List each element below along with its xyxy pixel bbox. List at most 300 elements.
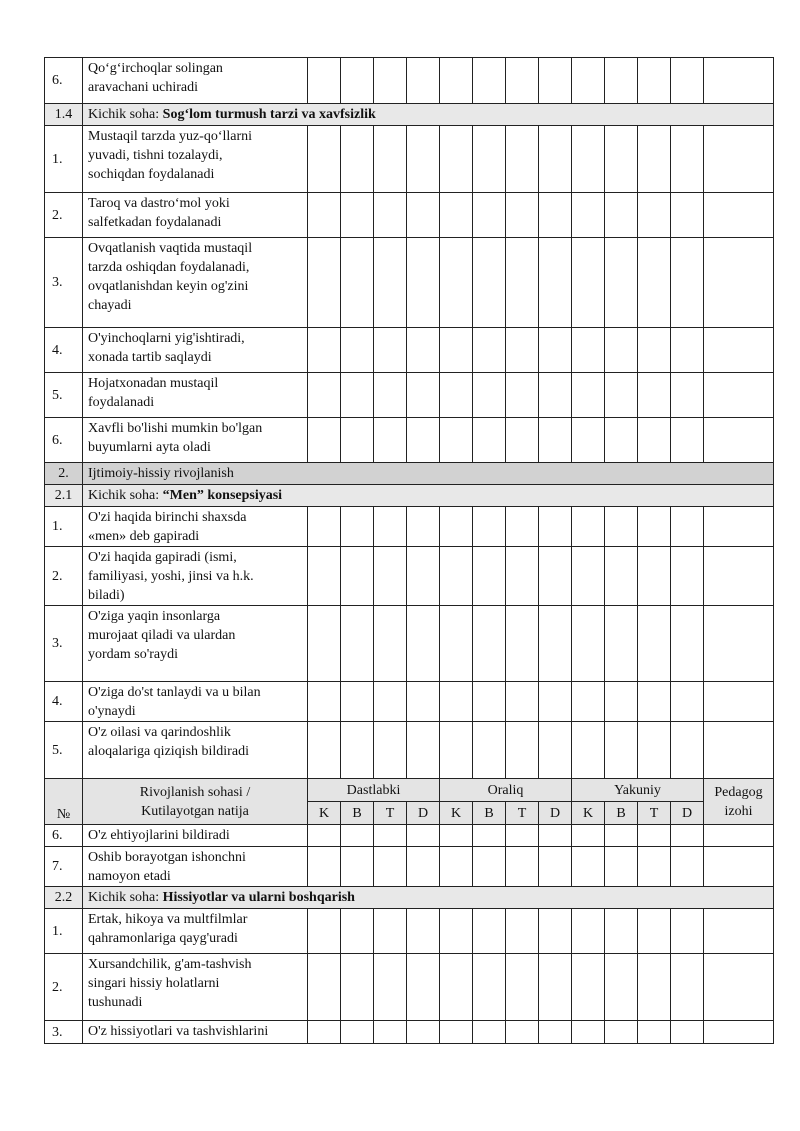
assessment-cell[interactable] [506,909,539,954]
assessment-cell[interactable] [374,954,407,1021]
outcome-text [83,825,308,847]
assessment-cell[interactable] [638,328,671,373]
header-note-line: Pedagog [714,784,763,800]
header-title-line: Rivojlanish sohasi / [139,784,251,800]
header-period: Oraliq [440,779,572,802]
subdomain-name: Sog‘lom turmush tarzi va xavfsizlik [162,107,376,122]
assessment-cell[interactable] [308,682,341,722]
assessment-cell[interactable] [605,418,638,463]
assessment-cell[interactable] [407,682,440,722]
note-cell[interactable] [704,126,774,193]
assessment-cell[interactable] [638,606,671,682]
table-row [45,825,774,847]
assessment-cell[interactable] [572,954,605,1021]
assessment-cell[interactable] [539,126,572,193]
outcome-line: «men» deb gapiradi [88,529,200,544]
row-number: 4. [45,682,83,722]
assessment-cell[interactable] [473,722,506,779]
assessment-cell[interactable] [638,373,671,418]
note-cell[interactable] [704,606,774,682]
assessment-cell[interactable] [605,682,638,722]
outcome-text [83,1021,308,1044]
assessment-cell[interactable] [638,1021,671,1044]
outcome-line: o'ynaydi [88,704,136,719]
assessment-cell[interactable] [440,328,473,373]
outcome-line: familiyasi, yoshi, jinsi va h.k. [88,569,254,584]
assessment-cell[interactable] [572,682,605,722]
assessment-cell[interactable] [506,418,539,463]
assessment-cell[interactable] [374,606,407,682]
assessment-cell[interactable] [407,547,440,606]
row-number: 3. [45,606,83,682]
table-row [45,328,774,373]
assessment-cell[interactable] [638,847,671,887]
note-cell[interactable] [704,682,774,722]
assessment-cell[interactable] [506,1021,539,1044]
assessment-cell[interactable] [374,328,407,373]
assessment-cell[interactable] [638,909,671,954]
assessment-cell[interactable] [374,825,407,847]
assessment-cell[interactable] [638,238,671,328]
assessment-cell[interactable] [671,418,704,463]
assessment-cell[interactable] [671,682,704,722]
assessment-cell[interactable] [572,418,605,463]
assessment-cell[interactable] [671,507,704,547]
assessment-cell[interactable] [407,825,440,847]
assessment-cell[interactable] [506,193,539,238]
row-number: 6. [45,825,83,847]
assessment-cell[interactable] [605,126,638,193]
outcome-text [83,547,308,606]
assessment-cell[interactable] [473,1021,506,1044]
assessment-cell[interactable] [308,238,341,328]
assessment-cell[interactable] [374,909,407,954]
assessment-cell[interactable] [572,606,605,682]
assessment-cell[interactable] [440,954,473,1021]
assessment-cell[interactable] [539,238,572,328]
assessment-cell[interactable] [407,328,440,373]
assessment-cell[interactable] [341,193,374,238]
assessment-cell[interactable] [374,722,407,779]
assessment-cell[interactable] [440,722,473,779]
assessment-cell[interactable] [572,58,605,104]
assessment-cell[interactable] [539,954,572,1021]
note-cell[interactable] [704,58,774,104]
note-cell[interactable] [704,847,774,887]
assessment-cell[interactable] [539,507,572,547]
assessment-cell[interactable] [473,193,506,238]
assessment-cell[interactable] [605,909,638,954]
subdomain-number: 2.1 [45,485,83,507]
row-number: 4. [45,328,83,373]
assessment-cell[interactable] [572,547,605,606]
outcome-line: tushunadi [88,995,143,1010]
assessment-cell[interactable] [473,606,506,682]
assessment-cell[interactable] [374,238,407,328]
assessment-cell[interactable] [539,682,572,722]
assessment-cell[interactable] [572,847,605,887]
assessment-cell[interactable] [341,606,374,682]
subdomain-name: “Men” konsepsiyasi [162,488,283,503]
assessment-cell[interactable] [671,909,704,954]
assessment-cell[interactable] [308,373,341,418]
subdomain-row [45,887,774,909]
assessment-cell[interactable] [539,1021,572,1044]
assessment-cell[interactable] [341,373,374,418]
assessment-cell[interactable] [308,547,341,606]
assessment-cell[interactable] [638,547,671,606]
assessment-cell[interactable] [572,909,605,954]
assessment-cell[interactable] [374,193,407,238]
assessment-cell[interactable] [605,373,638,418]
assessment-cell[interactable] [473,825,506,847]
outcome-line: namoyon etadi [88,869,171,884]
row-number: 2. [45,547,83,606]
outcome-line: aloqalariga qiziqish bildiradi [88,744,249,759]
header-period: Dastlabki [308,779,440,802]
outcome-line: murojaat qiladi va ulardan [88,628,236,643]
assessment-cell[interactable] [539,547,572,606]
assessment-cell[interactable] [473,373,506,418]
outcome-line: O'z oilasi va qarindoshlik [88,725,231,740]
assessment-cell[interactable] [308,909,341,954]
assessment-cell[interactable] [440,193,473,238]
assessment-cell[interactable] [407,126,440,193]
assessment-cell[interactable] [407,418,440,463]
assessment-cell[interactable] [506,682,539,722]
assessment-cell[interactable] [572,722,605,779]
assessment-cell[interactable] [506,373,539,418]
assessment-cell[interactable] [374,58,407,104]
assessment-cell[interactable] [440,507,473,547]
assessment-cell[interactable] [605,547,638,606]
assessment-cell[interactable] [473,58,506,104]
assessment-cell[interactable] [407,507,440,547]
assessment-cell[interactable] [407,193,440,238]
assessment-cell[interactable] [440,606,473,682]
assessment-cell[interactable] [473,682,506,722]
note-cell[interactable] [704,1021,774,1044]
outcome-line: O'z hissiyotlari va tashvishlarini [88,1024,269,1039]
assessment-cell[interactable] [341,547,374,606]
assessment-cell[interactable] [638,722,671,779]
assessment-cell[interactable] [539,418,572,463]
subdomain-prefix: Kichik soha: [88,890,163,905]
row-number: 3. [45,1021,83,1044]
assessment-cell[interactable] [473,328,506,373]
assessment-cell[interactable] [539,825,572,847]
assessment-cell[interactable] [308,126,341,193]
header-level: K [440,802,473,825]
outcome-line: sochiqdan foydalanadi [88,167,215,182]
table-row [45,722,774,779]
header-title-line: Kutilayotgan natija [141,803,249,819]
assessment-cell[interactable] [473,847,506,887]
note-cell[interactable] [704,954,774,1021]
note-cell[interactable] [704,193,774,238]
assessment-cell[interactable] [341,954,374,1021]
assessment-cell[interactable] [605,507,638,547]
assessment-cell[interactable] [506,547,539,606]
assessment-cell[interactable] [407,238,440,328]
assessment-cell[interactable] [341,328,374,373]
assessment-cell[interactable] [308,1021,341,1044]
assessment-cell[interactable] [671,373,704,418]
subdomain-row [45,485,774,507]
header-level: T [638,802,671,825]
assessment-cell[interactable] [539,722,572,779]
assessment-cell[interactable] [407,1021,440,1044]
assessment-cell[interactable] [374,847,407,887]
assessment-cell[interactable] [605,825,638,847]
assessment-cell[interactable] [341,126,374,193]
section-title: Ijtimoiy-hissiy rivojlanish [83,463,774,485]
note-cell[interactable] [704,373,774,418]
note-cell[interactable] [704,547,774,606]
header-level: K [308,802,341,825]
assessment-cell[interactable] [605,328,638,373]
assessment-cell[interactable] [506,825,539,847]
assessment-cell[interactable] [572,825,605,847]
assessment-cell[interactable] [671,126,704,193]
assessment-cell[interactable] [539,193,572,238]
header-level: T [374,802,407,825]
assessment-cell[interactable] [308,847,341,887]
outcome-text [83,722,308,779]
assessment-cell[interactable] [671,547,704,606]
outcome-line: buyumlarni ayta oladi [88,440,211,455]
assessment-cell[interactable] [440,682,473,722]
assessment-cell[interactable] [473,418,506,463]
assessment-cell[interactable] [506,328,539,373]
assessment-cell[interactable] [308,954,341,1021]
outcome-text [83,606,308,682]
assessment-cell[interactable] [308,58,341,104]
assessment-cell[interactable] [506,238,539,328]
outcome-line: ovqatlanishdan keyin og'zini [88,279,249,294]
assessment-cell[interactable] [473,126,506,193]
row-number: 1. [45,507,83,547]
assessment-cell[interactable] [440,825,473,847]
assessment-cell[interactable] [671,193,704,238]
note-cell[interactable] [704,825,774,847]
assessment-cell[interactable] [539,58,572,104]
assessment-cell[interactable] [671,238,704,328]
assessment-cell[interactable] [671,328,704,373]
assessment-cell[interactable] [539,328,572,373]
table-row [45,1021,774,1044]
assessment-cell[interactable] [671,606,704,682]
assessment-cell[interactable] [572,507,605,547]
assessment-cell[interactable] [440,58,473,104]
assessment-cell[interactable] [407,58,440,104]
assessment-cell[interactable] [440,847,473,887]
assessment-cell[interactable] [341,507,374,547]
outcome-line: aravachani uchiradi [88,80,198,95]
assessment-cell[interactable] [374,682,407,722]
header-level: D [671,802,704,825]
section-number: 2. [45,463,83,485]
assessment-cell[interactable] [341,825,374,847]
assessment-cell[interactable] [671,1021,704,1044]
assessment-cell[interactable] [374,373,407,418]
assessment-cell[interactable] [341,418,374,463]
assessment-cell[interactable] [308,193,341,238]
assessment-cell[interactable] [638,682,671,722]
subdomain-title [83,887,774,909]
row-number: 5. [45,722,83,779]
outcome-line: O'z ehtiyojlarini bildiradi [88,828,230,843]
outcome-line: Ertak, hikoya va multfilmlar [88,912,248,927]
assessment-cell[interactable] [572,126,605,193]
assessment-cell[interactable] [341,238,374,328]
assessment-cell[interactable] [374,1021,407,1044]
outcome-line: salfetkadan foydalanadi [88,215,222,230]
row-number: 2. [45,954,83,1021]
assessment-cell[interactable] [539,373,572,418]
assessment-cell[interactable] [539,909,572,954]
assessment-cell[interactable] [506,126,539,193]
outcome-line: yuvadi, tishni tozalaydi, [88,148,223,163]
assessment-cell[interactable] [506,58,539,104]
assessment-cell[interactable] [440,1021,473,1044]
note-cell[interactable] [704,722,774,779]
assessment-cell[interactable] [638,418,671,463]
assessment-cell[interactable] [440,547,473,606]
outcome-line: Xavfli bo'lishi mumkin bo'lgan [88,421,263,436]
assessment-cell[interactable] [341,58,374,104]
assessment-cell[interactable] [605,722,638,779]
assessment-cell[interactable] [308,418,341,463]
assessment-cell[interactable] [407,373,440,418]
assessment-cell[interactable] [473,954,506,1021]
assessment-cell[interactable] [341,909,374,954]
note-cell[interactable] [704,328,774,373]
assessment-cell[interactable] [605,1021,638,1044]
assessment-cell[interactable] [341,847,374,887]
outcome-text [83,373,308,418]
assessment-cell[interactable] [407,722,440,779]
outcome-text [83,418,308,463]
outcome-text [83,847,308,887]
assessment-cell[interactable] [308,606,341,682]
assessment-cell[interactable] [638,507,671,547]
assessment-cell[interactable] [440,238,473,328]
assessment-cell[interactable] [506,722,539,779]
table-row [45,507,774,547]
outcome-line: qahramonlariga qayg'uradi [88,931,238,946]
assessment-cell[interactable] [440,418,473,463]
assessment-table [44,57,774,1044]
assessment-cell[interactable] [506,507,539,547]
assessment-cell[interactable] [341,1021,374,1044]
assessment-cell[interactable] [671,954,704,1021]
assessment-cell[interactable] [407,847,440,887]
assessment-cell[interactable] [374,507,407,547]
outcome-text [83,238,308,328]
assessment-cell[interactable] [605,193,638,238]
table-row [45,373,774,418]
outcome-line: O'ziga yaqin insonlarga [88,609,221,624]
note-cell[interactable] [704,909,774,954]
assessment-cell[interactable] [671,722,704,779]
outcome-line: Ovqatlanish vaqtida mustaqil [88,241,253,256]
assessment-cell[interactable] [440,909,473,954]
assessment-cell[interactable] [671,825,704,847]
assessment-cell[interactable] [605,954,638,1021]
assessment-cell[interactable] [506,954,539,1021]
assessment-cell[interactable] [407,909,440,954]
assessment-cell[interactable] [407,954,440,1021]
assessment-cell[interactable] [539,606,572,682]
outcome-line: tarzda oshiqdan foydalanadi, [88,260,250,275]
assessment-cell[interactable] [572,193,605,238]
assessment-cell[interactable] [341,682,374,722]
assessment-cell[interactable] [638,126,671,193]
assessment-cell[interactable] [308,722,341,779]
subdomain-number: 1.4 [45,104,83,126]
note-cell[interactable] [704,418,774,463]
assessment-cell[interactable] [506,606,539,682]
row-number: 7. [45,847,83,887]
assessment-cell[interactable] [308,328,341,373]
assessment-cell[interactable] [605,58,638,104]
assessment-cell[interactable] [440,126,473,193]
assessment-cell[interactable] [374,547,407,606]
assessment-cell[interactable] [605,606,638,682]
assessment-cell[interactable] [473,507,506,547]
assessment-cell[interactable] [638,58,671,104]
outcome-line: O'yinchoqlarni yig'ishtiradi, [88,331,245,346]
assessment-cell[interactable] [572,328,605,373]
assessment-cell[interactable] [671,847,704,887]
assessment-cell[interactable] [407,606,440,682]
assessment-cell[interactable] [572,1021,605,1044]
assessment-cell[interactable] [605,847,638,887]
row-number: 6. [45,58,83,104]
assessment-cell[interactable] [473,547,506,606]
outcome-line: foydalanadi [88,395,155,410]
assessment-cell[interactable] [671,58,704,104]
assessment-cell[interactable] [374,126,407,193]
assessment-cell[interactable] [341,722,374,779]
assessment-cell[interactable] [638,954,671,1021]
note-cell[interactable] [704,238,774,328]
subdomain-row [45,104,774,126]
assessment-cell[interactable] [473,909,506,954]
assessment-cell[interactable] [539,847,572,887]
assessment-cell[interactable] [638,825,671,847]
outcome-line: Taroq va dastro‘mol yoki [88,196,230,211]
header-level: B [341,802,374,825]
header-level: B [473,802,506,825]
assessment-cell[interactable] [572,238,605,328]
assessment-cell[interactable] [572,373,605,418]
assessment-cell[interactable] [473,238,506,328]
note-cell[interactable] [704,507,774,547]
assessment-cell[interactable] [506,847,539,887]
outcome-text [83,507,308,547]
outcome-text [83,909,308,954]
assessment-cell[interactable] [638,193,671,238]
outcome-line: O'zi haqida birinchi shaxsda [88,510,247,525]
subdomain-prefix: Kichik soha: [88,488,163,503]
assessment-cell[interactable] [308,507,341,547]
assessment-cell[interactable] [374,418,407,463]
assessment-cell[interactable] [440,373,473,418]
assessment-cell[interactable] [605,238,638,328]
assessment-cell[interactable] [308,825,341,847]
